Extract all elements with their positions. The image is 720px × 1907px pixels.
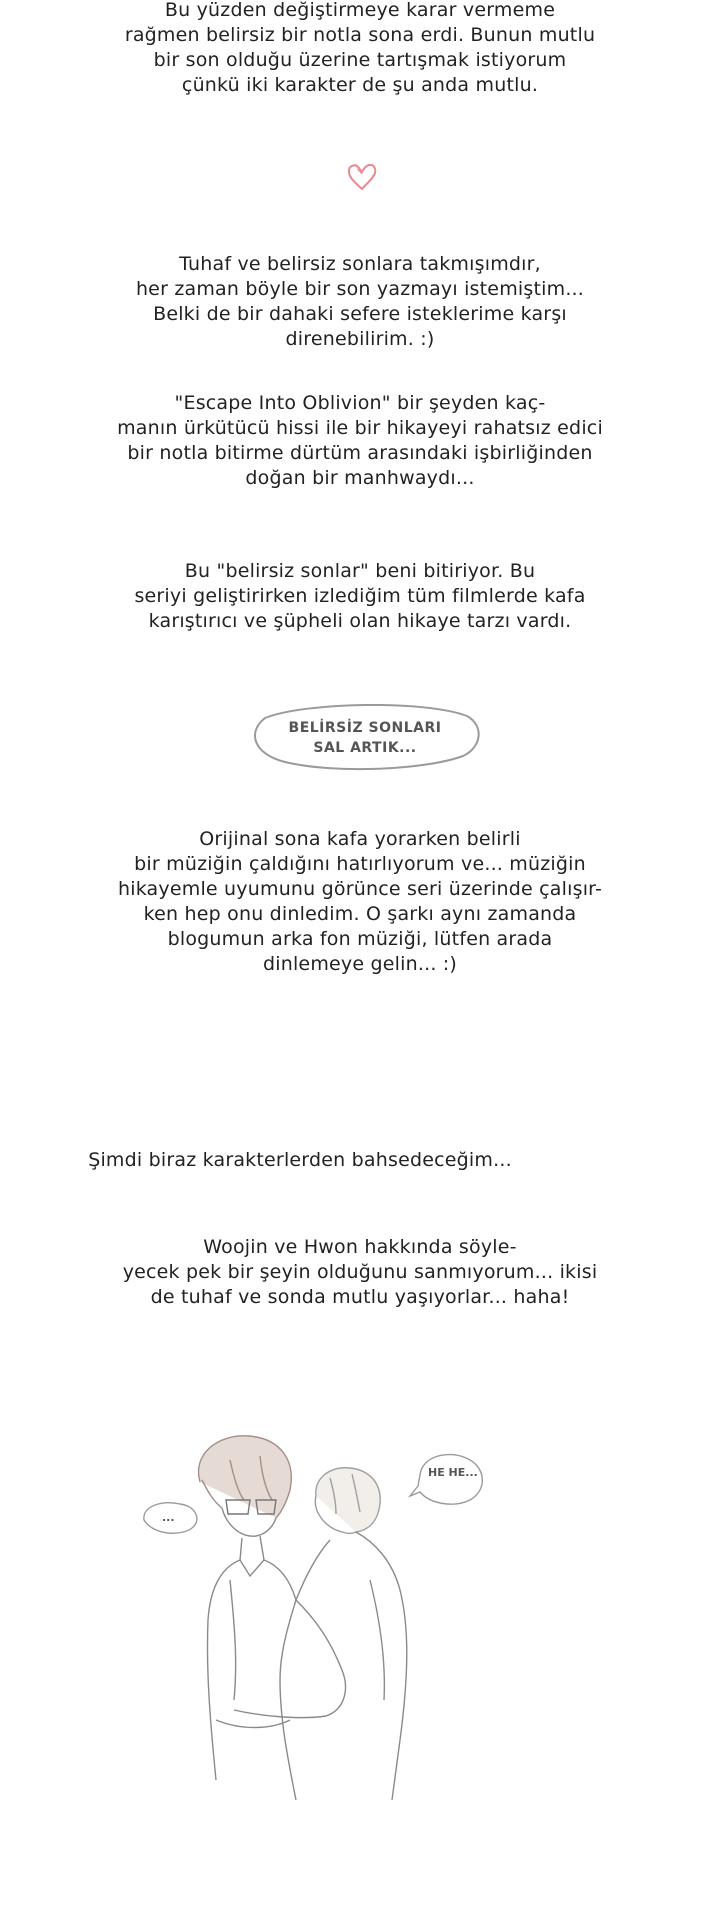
text-line: ken hep onu dinledim. O şarkı aynı zamanda (143, 903, 577, 925)
heart-icon (345, 160, 379, 194)
speech-bubble (245, 698, 485, 778)
paragraph-5 (0, 827, 720, 977)
text-line: dinlemeye gelin... :) (262, 953, 458, 975)
text-line: rağmen belirsiz bir notla sona erdi. Bunun mutlu (124, 24, 596, 46)
paragraph-1 (0, 0, 720, 98)
text-line: Tuhaf ve belirsiz sonlara takmışımdır, (179, 253, 541, 275)
paragraph-4 (0, 559, 720, 634)
text-line: her zaman böyle bir son yazmayı istemiştim... (135, 278, 585, 300)
text-line: yecek pek bir şeyin olduğunu sanmıyorum... ikisi (122, 1261, 598, 1283)
text-line: de tuhaf ve sonda mutlu yaşıyorlar... haha! (150, 1286, 570, 1308)
text-line: bir son olduğu üzerine tartışmak istiyorum (153, 49, 567, 71)
text-line: Şimdi biraz karakterlerden bahsedeceğim... (88, 1149, 512, 1171)
paragraph-7 (0, 1235, 720, 1310)
character-illustration (130, 1420, 490, 1820)
bubble-line-2: SAL ARTIK... (313, 740, 417, 756)
text-line: direnebilirim. :) (285, 328, 435, 350)
text-line: seriyi geliştirirken izlediğim tüm filmlerde kafa (134, 585, 586, 607)
speech-bubble-outline (245, 698, 485, 778)
text-line: çünkü iki karakter de şu anda mutlu. (181, 74, 539, 96)
right-bubble-text: HE HE... (428, 1466, 478, 1479)
text-line: doğan bir manhwaydı... (245, 467, 475, 489)
left-bubble-text: ... (162, 1511, 175, 1524)
text-line: karıştırıcı ve şüpheli olan hikaye tarzı vardı. (148, 610, 572, 632)
paragraph-3 (0, 391, 720, 491)
text-line: "Escape Into Oblivion" bir şeyden kaç- (174, 392, 546, 414)
paragraph-2 (0, 252, 720, 352)
text-line: manın ürkütücü hissi ile bir hikayeyi rahatsız edici (117, 417, 603, 439)
text-line: bir müziğin çaldığını hatırlıyorum ve... müziğin (134, 853, 586, 875)
text-line: Orijinal sona kafa yorarken belirli (199, 828, 521, 850)
text-line: Belki de bir dahaki sefere isteklerime karşı (153, 303, 567, 325)
paragraph-6 (0, 1148, 660, 1173)
text-line: Bu yüzden değiştirmeye karar vermeme (164, 0, 556, 21)
text-line: bir notla bitirme dürtüm arasındaki işbirliğinden (127, 442, 593, 464)
text-line: Woojin ve Hwon hakkında söyle- (203, 1236, 517, 1258)
text-line: hikayemle uyumunu görünce seri üzerinde çalışır- (117, 878, 603, 900)
text-line: Bu "belirsiz sonlar" beni bitiriyor. Bu (184, 560, 536, 582)
bubble-line-1: BELİRSİZ SONLARI (288, 720, 442, 736)
characters-sketch (130, 1420, 490, 1820)
text-line: blogumun arka fon müziği, lütfen arada (167, 928, 553, 950)
